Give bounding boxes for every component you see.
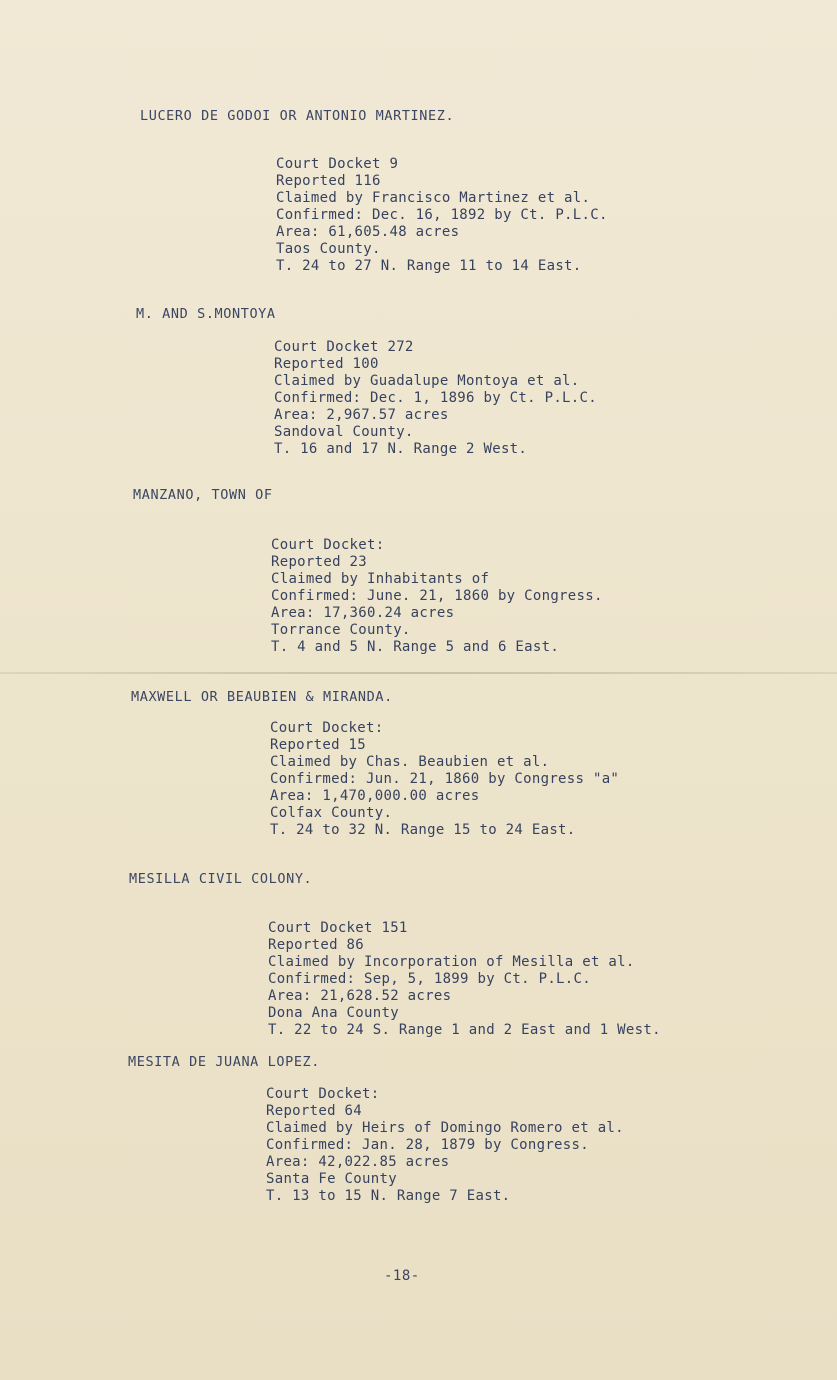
township-range-line: T. 16 and 17 N. Range 2 West. — [274, 441, 528, 457]
claimed-by-line: Claimed by Guadalupe Montoya et al. — [274, 373, 580, 389]
area-line: Area: 21,628.52 acres — [268, 988, 452, 1004]
county-line: Taos County. — [276, 241, 381, 257]
court-docket-line: Court Docket 151 — [268, 920, 408, 936]
area-line: Area: 17,360.24 acres — [271, 605, 455, 621]
confirmed-line: Confirmed: Jun. 21, 1860 by Congress "a" — [270, 771, 620, 787]
reported-line: Reported 116 — [276, 173, 381, 189]
claimed-by-line: Claimed by Inhabitants of — [271, 571, 490, 587]
grant-entry — [276, 156, 608, 275]
grant-heading: MESITA DE JUANA LOPEZ. — [128, 1054, 321, 1070]
court-docket-line: Court Docket: — [270, 720, 384, 736]
area-line: Area: 61,605.48 acres — [276, 224, 460, 240]
county-line: Torrance County. — [271, 622, 411, 638]
confirmed-line: Confirmed: Dec. 1, 1896 by Ct. P.L.C. — [274, 390, 597, 406]
county-line: Sandoval County. — [274, 424, 414, 440]
county-line: Dona Ana County — [268, 1005, 399, 1021]
grant-entry — [268, 920, 661, 1039]
township-range-line: T. 13 to 15 N. Range 7 East. — [266, 1188, 511, 1204]
township-range-line: T. 22 to 24 S. Range 1 and 2 East and 1 West. — [268, 1022, 661, 1038]
grant-entry — [270, 720, 619, 839]
reported-line: Reported 100 — [274, 356, 379, 372]
grant-heading: LUCERO DE GODOI OR ANTONIO MARTINEZ. — [140, 108, 455, 124]
township-range-line: T. 24 to 27 N. Range 11 to 14 East. — [276, 258, 582, 274]
area-line: Area: 42,022.85 acres — [266, 1154, 450, 1170]
claimed-by-line: Claimed by Incorporation of Mesilla et al. — [268, 954, 635, 970]
grant-heading: MESILLA CIVIL COLONY. — [129, 871, 313, 887]
claimed-by-line: Claimed by Heirs of Domingo Romero et al. — [266, 1120, 624, 1136]
claimed-by-line: Claimed by Chas. Beaubien et al. — [270, 754, 550, 770]
paper-fold-line — [0, 672, 837, 674]
claimed-by-line: Claimed by Francisco Martinez et al. — [276, 190, 591, 206]
grant-entry — [266, 1086, 624, 1205]
court-docket-line: Court Docket: — [266, 1086, 380, 1102]
grant-entry — [271, 537, 603, 656]
confirmed-line: Confirmed: June. 21, 1860 by Congress. — [271, 588, 603, 604]
grant-entry — [274, 339, 597, 458]
county-line: Colfax County. — [270, 805, 393, 821]
county-line: Santa Fe County — [266, 1171, 397, 1187]
confirmed-line: Confirmed: Sep, 5, 1899 by Ct. P.L.C. — [268, 971, 591, 987]
reported-line: Reported 86 — [268, 937, 365, 953]
grant-heading: MAXWELL OR BEAUBIEN & MIRANDA. — [131, 689, 393, 705]
reported-line: Reported 23 — [271, 554, 368, 570]
township-range-line: T. 24 to 32 N. Range 15 to 24 East. — [270, 822, 576, 838]
grant-heading: MANZANO, TOWN OF — [133, 487, 273, 503]
area-line: Area: 1,470,000.00 acres — [270, 788, 480, 804]
township-range-line: T. 4 and 5 N. Range 5 and 6 East. — [271, 639, 560, 655]
court-docket-line: Court Docket 272 — [274, 339, 414, 355]
court-docket-line: Court Docket 9 — [276, 156, 399, 172]
area-line: Area: 2,967.57 acres — [274, 407, 449, 423]
court-docket-line: Court Docket: — [271, 537, 385, 553]
reported-line: Reported 64 — [266, 1103, 363, 1119]
confirmed-line: Confirmed: Dec. 16, 1892 by Ct. P.L.C. — [276, 207, 608, 223]
confirmed-line: Confirmed: Jan. 28, 1879 by Congress. — [266, 1137, 589, 1153]
page-number: -18- — [384, 1268, 420, 1284]
reported-line: Reported 15 — [270, 737, 367, 753]
grant-heading: M. AND S.MONTOYA — [136, 306, 276, 322]
